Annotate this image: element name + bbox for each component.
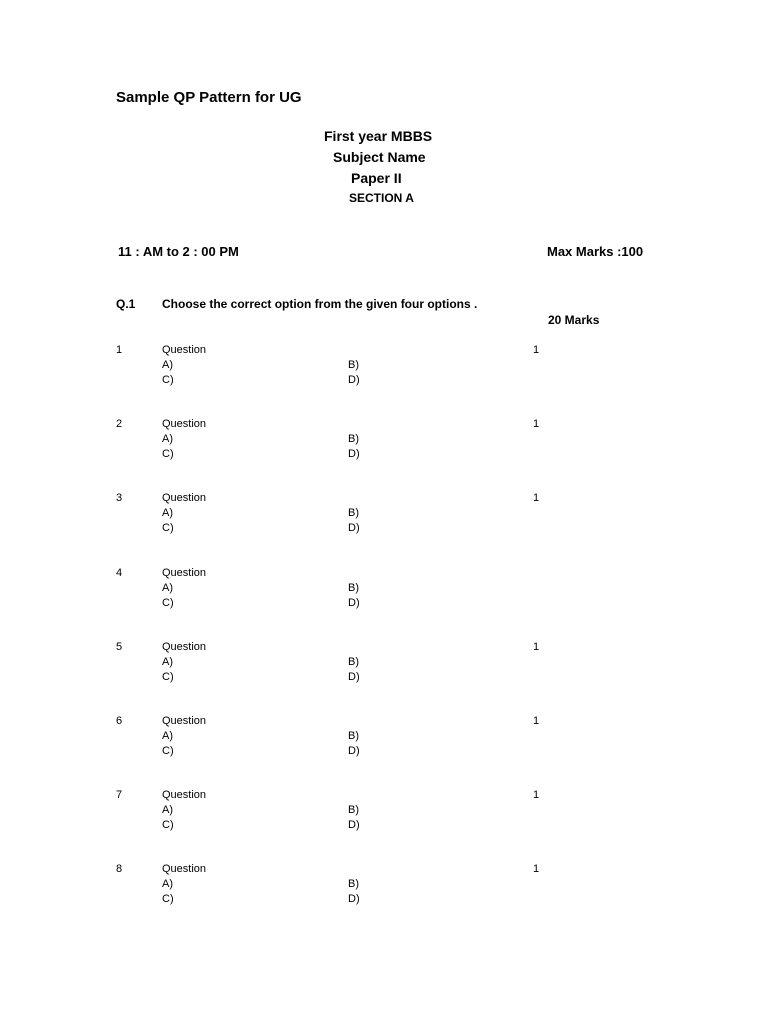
option-a: A) (162, 433, 173, 445)
question-marks: 1 (533, 344, 540, 356)
option-d: D) (348, 819, 360, 831)
option-a: A) (162, 804, 173, 816)
option-c: C) (162, 522, 174, 534)
option-b: B) (348, 656, 359, 668)
option-b: B) (348, 507, 359, 519)
question-number: 2 (116, 418, 123, 430)
course-heading: First year MBBS (324, 128, 433, 144)
question-group-instruction: Choose the correct option from the given four options . (162, 297, 478, 311)
option-b: B) (348, 582, 359, 594)
question-text: Question (162, 492, 207, 504)
question-text: Question (162, 715, 207, 727)
question-marks: 1 (533, 863, 540, 875)
question-text: Question (162, 567, 207, 579)
option-c: C) (162, 448, 174, 460)
option-b: B) (348, 359, 359, 371)
question-number: 8 (116, 863, 123, 875)
question-item (0, 343, 768, 403)
document-title: Sample QP Pattern for UG (116, 89, 302, 106)
question-item (0, 566, 768, 626)
question-item (0, 788, 768, 848)
exam-time: 11 : AM to 2 : 00 PM (118, 244, 239, 259)
option-d: D) (348, 448, 360, 460)
question-item (0, 491, 768, 551)
option-a: A) (162, 878, 173, 890)
question-text: Question (162, 641, 207, 653)
question-group-number: Q.1 (116, 297, 136, 311)
option-b: B) (348, 878, 359, 890)
question-number: 1 (116, 344, 123, 356)
question-marks: 1 (533, 789, 540, 801)
question-number: 4 (116, 567, 123, 579)
option-d: D) (348, 745, 360, 757)
option-c: C) (162, 819, 174, 831)
question-marks: 1 (533, 641, 540, 653)
question-number: 5 (116, 641, 123, 653)
question-item (0, 640, 768, 700)
option-c: C) (162, 893, 174, 905)
option-c: C) (162, 745, 174, 757)
question-number: 7 (116, 789, 123, 801)
question-group-marks: 20 Marks (548, 313, 600, 327)
option-d: D) (348, 893, 360, 905)
option-c: C) (162, 671, 174, 683)
option-a: A) (162, 656, 173, 668)
question-text: Question (162, 418, 207, 430)
question-text: Question (162, 863, 207, 875)
question-marks: 1 (533, 418, 540, 430)
section-heading: SECTION A (349, 191, 414, 205)
option-a: A) (162, 507, 173, 519)
question-text: Question (162, 789, 207, 801)
question-text: Question (162, 344, 207, 356)
question-marks: 1 (533, 492, 540, 504)
option-b: B) (348, 730, 359, 742)
question-item (0, 862, 768, 922)
option-d: D) (348, 597, 360, 609)
subject-heading: Subject Name (333, 149, 426, 165)
question-number: 6 (116, 715, 123, 727)
option-b: B) (348, 433, 359, 445)
option-a: A) (162, 359, 173, 371)
option-b: B) (348, 804, 359, 816)
question-item (0, 417, 768, 477)
option-a: A) (162, 582, 173, 594)
question-marks: 1 (533, 715, 540, 727)
question-item (0, 714, 768, 774)
max-marks: Max Marks :100 (547, 244, 644, 259)
option-c: C) (162, 374, 174, 386)
option-a: A) (162, 730, 173, 742)
option-d: D) (348, 671, 360, 683)
option-d: D) (348, 374, 360, 386)
option-c: C) (162, 597, 174, 609)
paper-heading: Paper II (351, 170, 402, 186)
question-number: 3 (116, 492, 123, 504)
option-d: D) (348, 522, 360, 534)
